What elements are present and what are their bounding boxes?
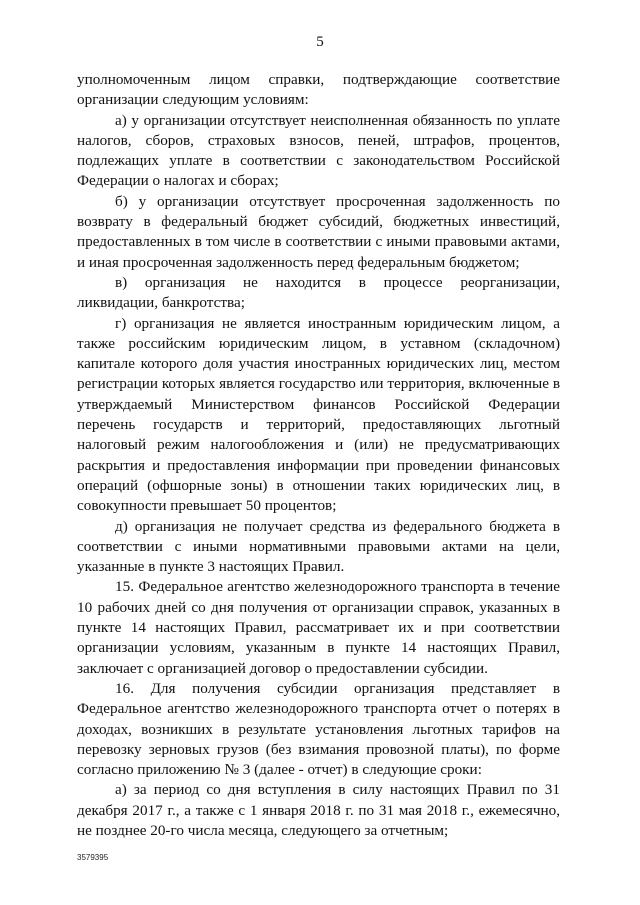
paragraph-condition-d: д) организация не получает средства из федерального бюджета в соответствии с иными нормативными правовыми актами на цели, указанные в пункте 3 настоящих Правил. — [77, 517, 560, 576]
paragraph-clause-16: 16. Для получения субсидии организация представляет в Федеральное агентство железнодорожного транспорта отчет о потерях в доходах, возникших в результате установления льготных тарифов на перевозку зерновых грузов (без взимания провозной платы), по форме согласно приложению № 3 (далее - отчет) в следующие сроки: — [77, 679, 560, 779]
paragraph-condition-a: а) у организации отсутствует неисполненная обязанность по уплате налогов, сборов, страховых взносов, пеней, штрафов, процентов, подлежащих уплате в соответствии с законодательством Российской Федерации о налогах и сборах; — [77, 111, 560, 190]
paragraph-intro: уполномоченным лицом справки, подтверждающие соответствие организации следующим условиям: — [77, 71, 560, 109]
page-number: 5 — [316, 34, 324, 50]
paragraph-clause-15: 15. Федеральное агентство железнодорожного транспорта в течение 10 рабочих дней со дня получения от организации справок, указанных в пункте 14 настоящих Правил, рассматривает их и при соответствии организации условиям, указанным в пункте 14 настоящих Правил, заключает с организацией договор о предоставлении субсидии. — [77, 578, 560, 677]
document-body — [77, 70, 560, 841]
paragraph-clause-16-a: а) за период со дня вступления в силу настоящих Правил по 31 декабря 2017 г., а также с 1 января 2018 г. по 31 мая 2018 г., ежемесячно, не позднее 20-го числа месяца, следующего за отчетным; — [77, 781, 560, 839]
paragraph-condition-g: г) организация не является иностранным юридическим лицом, а также российским юридическим лицом, в уставном (складочном) капитале которого доля участия иностранных юридических лиц, местом регистрации которых является государство или территория, включенные в утверждаемый Министерством финансов Российской Федерации перечень государств и территорий, предоставляющих льготный налоговый режим налогообложения и (или) не предусматривающих раскрытия и предоставления информации при проведении финансовых операций (офшорные зоны) в отношении таких юридических лиц, в совокупности превышает 50 процентов; — [77, 314, 560, 515]
document-code: 3579395 — [77, 853, 109, 862]
paragraph-condition-b: б) у организации отсутствует просроченная задолженность по возврату в федеральный бюджет субсидий, бюджетных инвестиций, предоставленных в том числе в соответствии с иными правовыми актами, и иная просроченная задолженность перед федеральным бюджетом; — [77, 192, 560, 271]
paragraph-condition-v: в) организация не находится в процессе реорганизации, ликвидации, банкротства; — [77, 273, 560, 312]
